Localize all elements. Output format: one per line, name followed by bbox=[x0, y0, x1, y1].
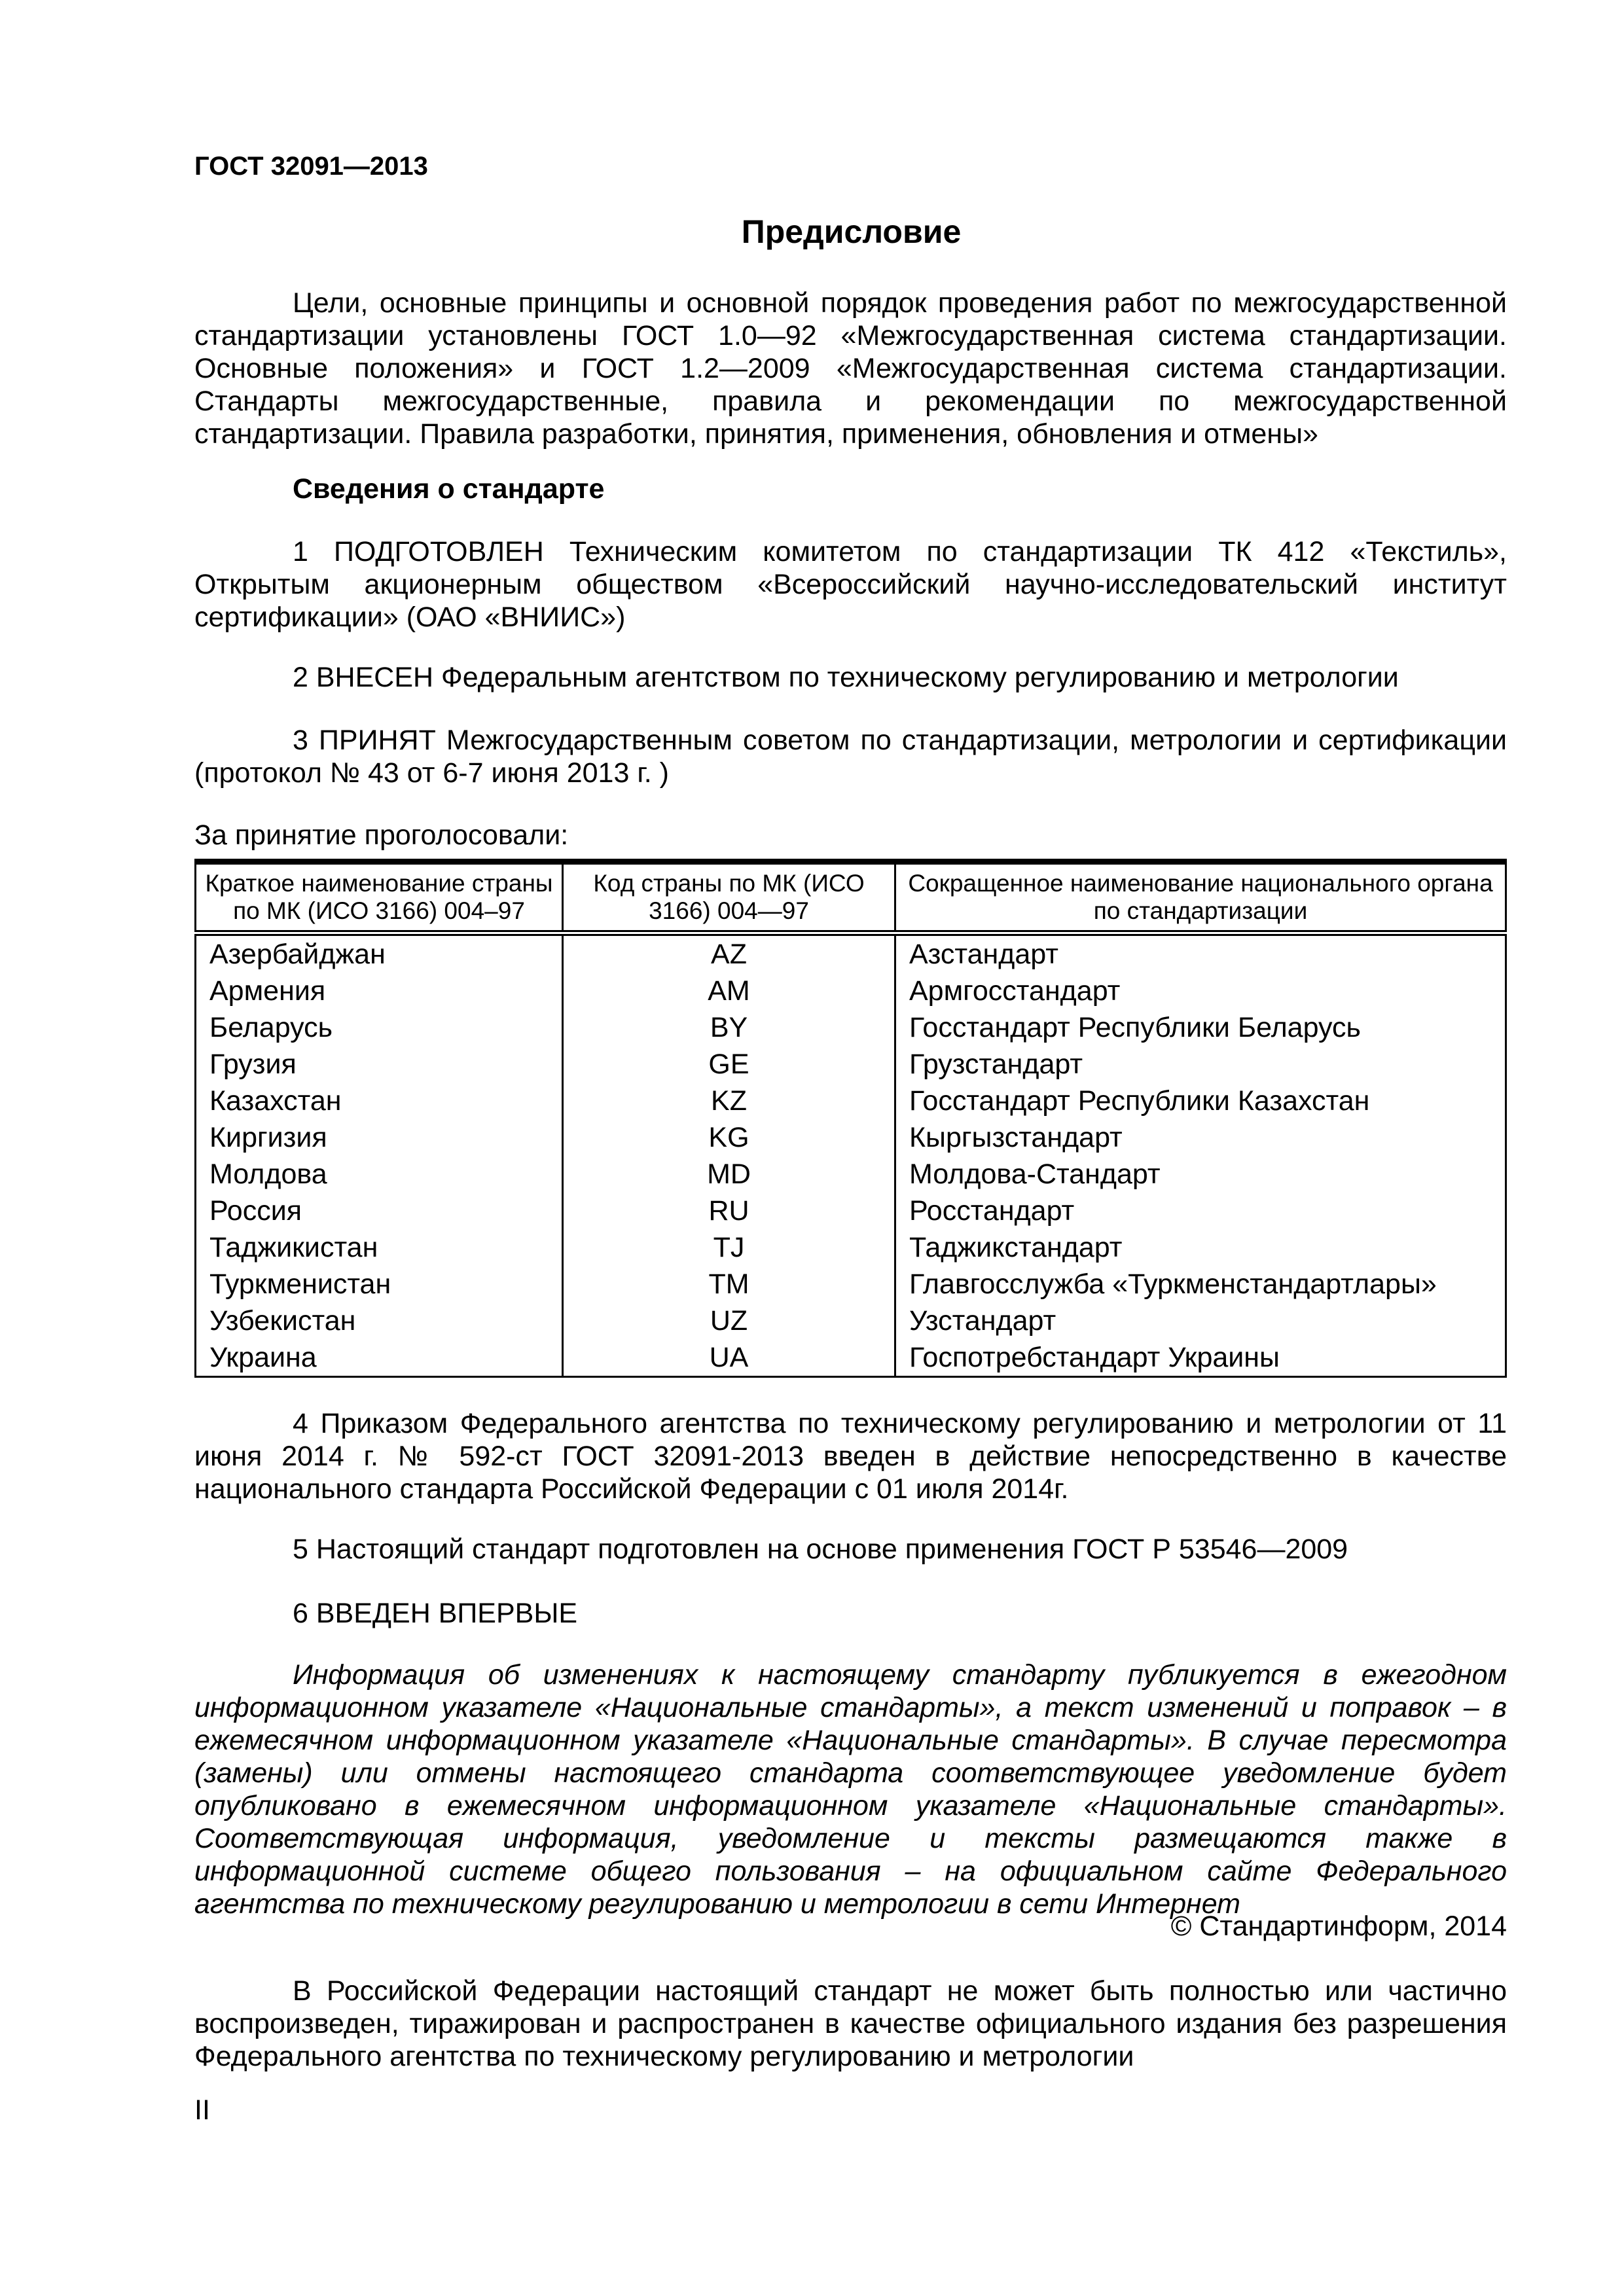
cell-code: GE bbox=[563, 1046, 895, 1083]
table-header-row bbox=[196, 862, 1506, 933]
cell-code: BY bbox=[563, 1009, 895, 1046]
cell-code: KG bbox=[563, 1119, 895, 1156]
page-title: Предисловие bbox=[741, 213, 962, 250]
cell-body: Госстандарт Республики Беларусь bbox=[895, 1009, 1506, 1046]
cell-country: Молдова bbox=[196, 1156, 563, 1193]
table-row bbox=[196, 933, 1506, 973]
item-4: 4 Приказом Федерального агентства по техническому регулированию и метрологии от 11 июня 2014 г. № 592-ст ГОСТ 32091-2013 введен в действие непосредственно в качестве национального стандарта Российской Федерации с 01 июля 2014г. bbox=[194, 1408, 1507, 1505]
page-number: II bbox=[194, 2094, 210, 2126]
item-5: 5 Настоящий стандарт подготовлен на основе применения ГОСТ Р 53546—2009 bbox=[293, 1534, 1348, 1565]
cell-country: Таджикистан bbox=[196, 1229, 563, 1266]
document-header: ГОСТ 32091—2013 bbox=[194, 152, 428, 181]
table-row bbox=[196, 1339, 1506, 1377]
cell-body: Госпотребстандарт Украины bbox=[895, 1339, 1506, 1377]
cell-code: MD bbox=[563, 1156, 895, 1193]
table-row bbox=[196, 1229, 1506, 1266]
copyright: © Стандартинформ, 2014 bbox=[1170, 1910, 1507, 1942]
table-row bbox=[196, 1266, 1506, 1302]
cell-body: Грузстандарт bbox=[895, 1046, 1506, 1083]
cell-country: Узбекистан bbox=[196, 1302, 563, 1339]
cell-body: Молдова-Стандарт bbox=[895, 1156, 1506, 1193]
table-row bbox=[196, 1193, 1506, 1229]
table-row bbox=[196, 1046, 1506, 1083]
column-header-code: Код страны по МК (ИСО 3166) 004—97 bbox=[563, 862, 895, 933]
cell-country: Россия bbox=[196, 1193, 563, 1229]
column-header-body: Сокращенное наименование национального органа по стандартизации bbox=[895, 862, 1506, 933]
cell-body: Кыргызстандарт bbox=[895, 1119, 1506, 1156]
info-paragraph: Информация об изменениях к настоящему стандарту публикуется в ежегодном информационном указателе «Национальные стандарты», а текст изменений и поправок – в ежемесячном информационном указателе «Национальные стандарты». В случае пересмотра (замены) или отмены настоящего стандарта соответствующее уведомление будет опубликовано в ежемесячном информационном указателе «Национальные стандарты». Соответствующая информация, уведомление и тексты размещаются также в информационной системе общего пользования – на официальном сайте Федерального агентства по техническому регулированию и метрологии в сети Интернет bbox=[194, 1659, 1507, 1920]
column-header-country: Краткое наименование страны по МК (ИСО 3166) 004–97 bbox=[196, 862, 563, 933]
cell-code: AZ bbox=[563, 933, 895, 973]
cell-country: Армения bbox=[196, 973, 563, 1009]
cell-code: TM bbox=[563, 1266, 895, 1302]
table-row bbox=[196, 1156, 1506, 1193]
cell-country: Украина bbox=[196, 1339, 563, 1377]
vote-label: За принятие проголосовали: bbox=[194, 819, 569, 851]
section-title: Сведения о стандарте bbox=[293, 473, 605, 505]
cell-code: UA bbox=[563, 1339, 895, 1377]
cell-country: Беларусь bbox=[196, 1009, 563, 1046]
item-1: 1 ПОДГОТОВЛЕН Техническим комитетом по стандартизации ТК 412 «Текстиль», Открытым акционерным обществом «Всероссийский научно-исследовательский институт сертификации» (ОАО «ВНИИС») bbox=[194, 536, 1507, 633]
cell-body: Азстандарт bbox=[895, 933, 1506, 973]
cell-code: KZ bbox=[563, 1083, 895, 1119]
cell-country: Киргизия bbox=[196, 1119, 563, 1156]
cell-body: Госстандарт Республики Казахстан bbox=[895, 1083, 1506, 1119]
table-row bbox=[196, 973, 1506, 1009]
cell-body: Армгосстандарт bbox=[895, 973, 1506, 1009]
rights-paragraph: В Российской Федерации настоящий стандарт не может быть полностью или частично воспроизведен, тиражирован и распространен в качестве официального издания без разрешения Федерального агентства по техническому регулированию и метрологии bbox=[194, 1975, 1507, 2072]
cell-country: Грузия bbox=[196, 1046, 563, 1083]
cell-country: Азербайджан bbox=[196, 933, 563, 973]
cell-country: Туркменистан bbox=[196, 1266, 563, 1302]
voting-table bbox=[194, 859, 1507, 1378]
cell-body: Таджикстандарт bbox=[895, 1229, 1506, 1266]
cell-code: TJ bbox=[563, 1229, 895, 1266]
cell-body: Росстандарт bbox=[895, 1193, 1506, 1229]
cell-code: AM bbox=[563, 973, 895, 1009]
cell-body: Главгосслужба «Туркменстандартлары» bbox=[895, 1266, 1506, 1302]
cell-code: UZ bbox=[563, 1302, 895, 1339]
item-2: 2 ВНЕСЕН Федеральным агентством по техническому регулированию и метрологии bbox=[293, 662, 1399, 693]
intro-paragraph: Цели, основные принципы и основной порядок проведения работ по межгосударственной стандартизации установлены ГОСТ 1.0—92 «Межгосударственная система стандартизации. Основные положения» и ГОСТ 1.2—2009 «Межгосударственная система стандартизации. Стандарты межгосударственные, правила и рекомендации по межгосударственной стандартизации. Правила разработки, принятия, применения, обновления и отмены» bbox=[194, 287, 1507, 450]
cell-code: RU bbox=[563, 1193, 895, 1229]
table-row bbox=[196, 1119, 1506, 1156]
cell-country: Казахстан bbox=[196, 1083, 563, 1119]
table-row bbox=[196, 1302, 1506, 1339]
item-3: 3 ПРИНЯТ Межгосударственным советом по стандартизации, метрологии и сертификации (протокол № 43 от 6-7 июня 2013 г. ) bbox=[194, 725, 1507, 789]
item-6: 6 ВВЕДЕН ВПЕРВЫЕ bbox=[293, 1598, 578, 1629]
cell-body: Узстандарт bbox=[895, 1302, 1506, 1339]
table-row bbox=[196, 1009, 1506, 1046]
table-row bbox=[196, 1083, 1506, 1119]
